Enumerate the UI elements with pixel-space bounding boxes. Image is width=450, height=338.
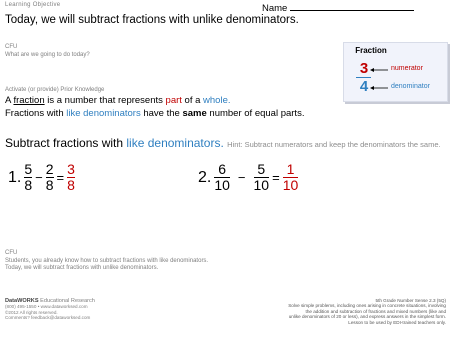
term-whole: whole. (203, 95, 231, 106)
def-text: number of equal parts. (206, 108, 305, 119)
fraction-a (24, 162, 32, 193)
subtract-heading (5, 136, 441, 150)
standard-line-3: the addition and subtraction of fractions and mixed numbers (like and (305, 308, 446, 314)
denominator: 10 (253, 177, 270, 193)
problem-1 (8, 162, 75, 193)
numerator: 2 (45, 161, 54, 177)
def-text: have the (140, 108, 183, 119)
cfu-top-label: CFU (5, 44, 18, 50)
denominator: 10 (282, 177, 299, 193)
fraction-box-title: Fraction (355, 46, 387, 55)
cfu-top-question: What are we going to do today? (5, 52, 90, 58)
name-blank-line[interactable] (290, 2, 414, 11)
term-like-denominators: like denominators (66, 108, 141, 119)
standard-line-4: unlike denominators of 20 or less), and express answers in the simplest form. (288, 314, 446, 320)
fraction-result (67, 162, 75, 193)
brand-name: DataWORKS (5, 298, 39, 304)
example-denominator: 4 (359, 78, 369, 95)
like-denominators-definition (5, 108, 304, 119)
fraction-b (46, 162, 54, 193)
footer-standard (226, 298, 446, 325)
problem-number: 1. (8, 168, 22, 186)
cfu-bottom-line-1: Students, you already know how to subtract fractions with like denominators. (5, 257, 209, 264)
example-numerator: 3 (359, 60, 369, 77)
fraction-arrows (344, 43, 447, 101)
publisher-feedback: Comments? feedback@dataworksed.com (5, 314, 91, 320)
standard-line-2: Solve simple problems, including ones arising in concrete situations, involving (288, 303, 446, 309)
problem-2 (198, 162, 298, 193)
numerator: 1 (286, 161, 295, 177)
term-fraction: fraction (13, 95, 45, 106)
numerator-label: numerator (391, 65, 423, 72)
denominator: 10 (214, 177, 230, 193)
term-same: same (182, 108, 207, 119)
def-text: is a number that represents (44, 95, 166, 106)
learning-objective-label: Learning Objective (5, 2, 61, 8)
cfu-bottom (5, 250, 208, 273)
footer-publisher (5, 298, 95, 320)
name-field (262, 2, 414, 14)
publisher-contact: (800) 495-1550 • www.dataworksed.com (5, 304, 88, 310)
numerator: 5 (24, 161, 33, 177)
denominator-arrow-head (370, 86, 374, 90)
minus-sign: − (237, 170, 246, 185)
fraction-a (214, 162, 230, 193)
standard-line-5: Lesson to be used by EDI-trained teachers only. (348, 319, 446, 325)
subtract-heading-text: Subtract fractions with (5, 136, 127, 150)
fraction-definition (5, 95, 231, 106)
denominator: 8 (24, 177, 33, 193)
name-label: Name (262, 3, 288, 14)
hint-text: Hint: Subtract numerators and keep the denominators the same. (227, 140, 441, 149)
numerator: 3 (67, 161, 75, 177)
brand-rest: Educational Research (38, 298, 95, 304)
standard-title: 5th Grade Number Sense 2.3 (5Q) (375, 298, 446, 303)
denominator: 8 (45, 177, 54, 193)
fraction-diagram-box (343, 42, 448, 102)
minus-sign: − (35, 170, 43, 185)
fraction-result (283, 162, 299, 193)
prior-knowledge-label: Activate (or provide) Prior Knowledge (5, 87, 105, 93)
publisher-copyright: ©2012 All rights reserved. (5, 309, 58, 315)
fraction-b (254, 162, 270, 193)
objective-text: Today, we will subtract fractions with unlike denominators. (5, 14, 299, 26)
problem-number: 2. (198, 168, 212, 186)
term-part: part (165, 95, 182, 106)
cfu-bottom-line-2: Today, we will subtract fractions with unlike denominators. (5, 265, 159, 271)
subtract-heading-like-denominators: like denominators. (126, 136, 224, 150)
denominator: 8 (67, 177, 75, 193)
numerator-arrow-head (370, 68, 374, 72)
equals-sign: = (272, 170, 280, 185)
def-text: A (5, 95, 14, 106)
def-text: Fractions with (5, 108, 67, 119)
cfu-bottom-label: CFU (5, 250, 18, 256)
numerator: 6 (218, 161, 227, 177)
equals-sign: = (56, 170, 65, 185)
numerator: 5 (257, 161, 266, 177)
denominator-label: denominator (391, 83, 430, 90)
def-text: of a (181, 95, 204, 106)
